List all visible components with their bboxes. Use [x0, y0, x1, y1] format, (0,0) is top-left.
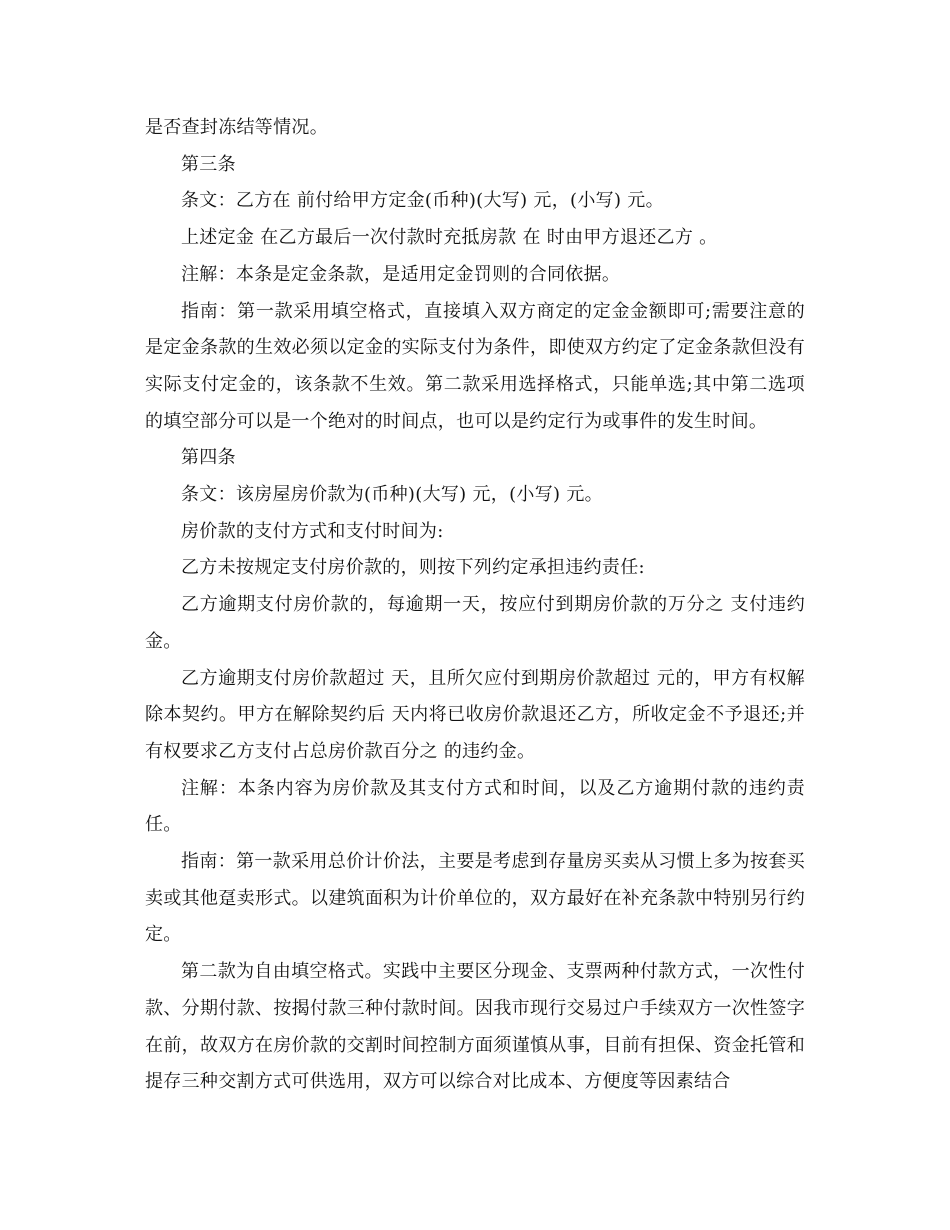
- paragraph-continuation: 是否查封冻结等情况。: [145, 117, 328, 138]
- article-four-note: 注解：本条内容为房价款及其支付方式和时间，以及乙方逾期付款的违约责任。: [145, 777, 805, 836]
- article-three-note: 注解：本条是定金条款，是适用定金罚则的合同依据。: [181, 263, 621, 285]
- article-three-deposit: 上述定金 在乙方最后一次付款时充抵房款 在 时由甲方退还乙方 。: [181, 227, 718, 249]
- article-three-heading: 第三条: [181, 153, 236, 175]
- article-four-termination: 乙方逾期支付房价款超过 天，且所欠应付到期房价款超过 元的，甲方有权解除本契约。甲方在解除契约后 天内将已收房价款退还乙方，所收定金不予退还;并有权要求乙方支付占总房价款百分之 的违约金。: [145, 667, 805, 762]
- article-four-heading: 第四条: [181, 447, 236, 469]
- article-three-guide: 指南：第一款采用填空格式，直接填入双方商定的定金金额即可;需要注意的是定金条款的生效必须以定金的实际支付为条件，即使双方约定了定金条款但没有实际支付定金的，该条款不生效。第二款采用选择格式，只能单选;其中第二选项的填空部分可以是一个绝对的时间点，也可以是约定行为或事件的发生时间。: [145, 300, 805, 432]
- article-four-default-liability: 乙方未按规定支付房价款的，则按下列约定承担违约责任:: [181, 557, 645, 579]
- article-four-guide-one: 指南：第一款采用总价计价法，主要是考虑到存量房买卖从习惯上多为按套买卖或其他趸卖形式。以建筑面积为计价单位的，双方最好在补充条款中特别另行约定。: [145, 851, 805, 946]
- article-four-clause: 条文：该房屋房价款为(币种)(大写) 元，(小写) 元。: [181, 484, 603, 506]
- article-three-clause: 条文：乙方在 前付给甲方定金(币种)(大写) 元，(小写) 元。: [181, 190, 664, 212]
- article-four-payment-method: 房价款的支付方式和支付时间为:: [181, 520, 444, 542]
- article-four-late-fee: 乙方逾期支付房价款的，每逾期一天，按应付到期房价款的万分之 支付违约金。: [145, 594, 805, 652]
- document-page: [145, 110, 805, 1101]
- article-four-guide-two: 第二款为自由填空格式。实践中主要区分现金、支票两种付款方式，一次性付款、分期付款、按揭付款三种付款时间。因我市现行交易过户手续双方一次性签字在前，故双方在房价款的交割时间控制方面须谨慎从事，目前有担保、资金托管和提存三种交割方式可供选用，双方可以综合对比成本、方便度等因素结合: [145, 961, 805, 1093]
